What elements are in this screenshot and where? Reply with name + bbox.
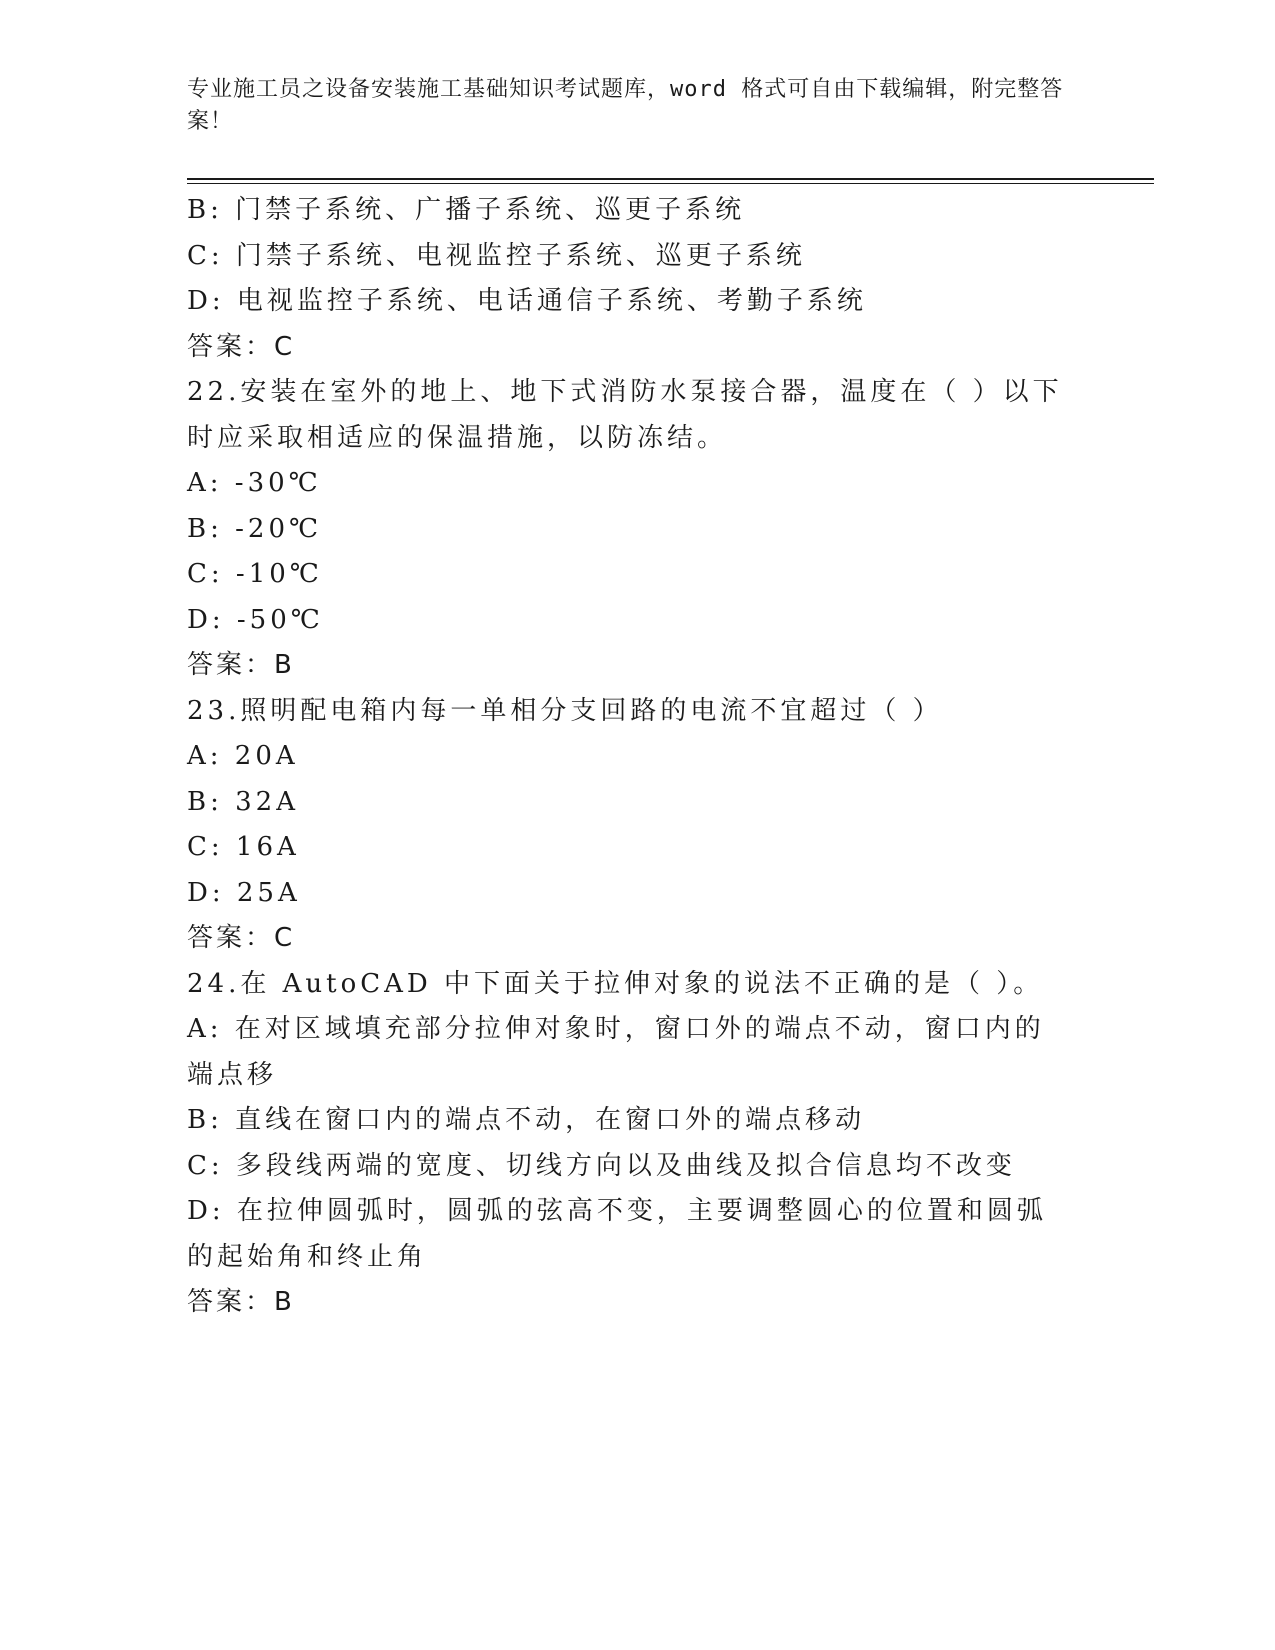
document-header: 专业施工员之设备安装施工基础知识考试题库，word 格式可自由下载编辑，附完整答案！ xyxy=(187,77,1064,134)
answer-line: 答案：B xyxy=(187,1287,295,1317)
option-b: B: -20℃ xyxy=(187,513,323,544)
option-c: C: 16A xyxy=(187,832,300,862)
option-b: B: 直线在窗口内的端点不动，在窗口外的端点移动 xyxy=(187,1105,866,1135)
option-c: C: 门禁子系统、电视监控子系统、巡更子系统 xyxy=(187,240,806,271)
question-23 xyxy=(187,689,1067,962)
answer-line: 答案：C xyxy=(187,331,296,362)
option-d: D: 25A xyxy=(187,877,301,908)
question-list xyxy=(187,188,1067,1326)
question-21-fragment xyxy=(187,188,1067,370)
answer-line: 答案：C xyxy=(187,923,296,953)
question-stem: 24.在 AutoCAD 中下面关于拉伸对象的说法不正确的是（ ）。 xyxy=(187,968,1044,999)
option-b: B: 32A xyxy=(187,786,299,817)
question-stem: 22.安装在室外的地上、地下式消防水泵接合器，温度在（ ）以下时应采取相适应的保温措施，以防冻结。 xyxy=(187,377,1063,453)
option-c: C: -10℃ xyxy=(187,559,323,589)
option-a: A: -30℃ xyxy=(187,468,322,498)
answer-line: 答案：B xyxy=(187,650,295,680)
header-divider-thick xyxy=(187,178,1154,180)
question-stem: 23.照明配电箱内每一单相分支回路的电流不宜超过（ ） xyxy=(187,695,943,726)
option-d: D: 电视监控子系统、电话通信子系统、考勤子系统 xyxy=(187,286,867,316)
question-24 xyxy=(187,962,1067,1326)
option-b: B: 门禁子系统、广播子系统、巡更子系统 xyxy=(187,195,746,225)
question-22 xyxy=(187,370,1067,689)
option-d: D: 在拉伸圆弧时，圆弧的弦高不变，主要调整圆心的位置和圆弧的起始角和终止角 xyxy=(187,1196,1047,1272)
option-c: C: 多段线两端的宽度、切线方向以及曲线及拟合信息均不改变 xyxy=(187,1150,1016,1181)
option-a: A: 20A xyxy=(187,741,299,771)
option-a: A: 在对区域填充部分拉伸对象时，窗口外的端点不动，窗口内的端点移 xyxy=(187,1014,1045,1090)
header-divider-thin xyxy=(187,183,1154,184)
option-d: D: -50℃ xyxy=(187,604,324,635)
